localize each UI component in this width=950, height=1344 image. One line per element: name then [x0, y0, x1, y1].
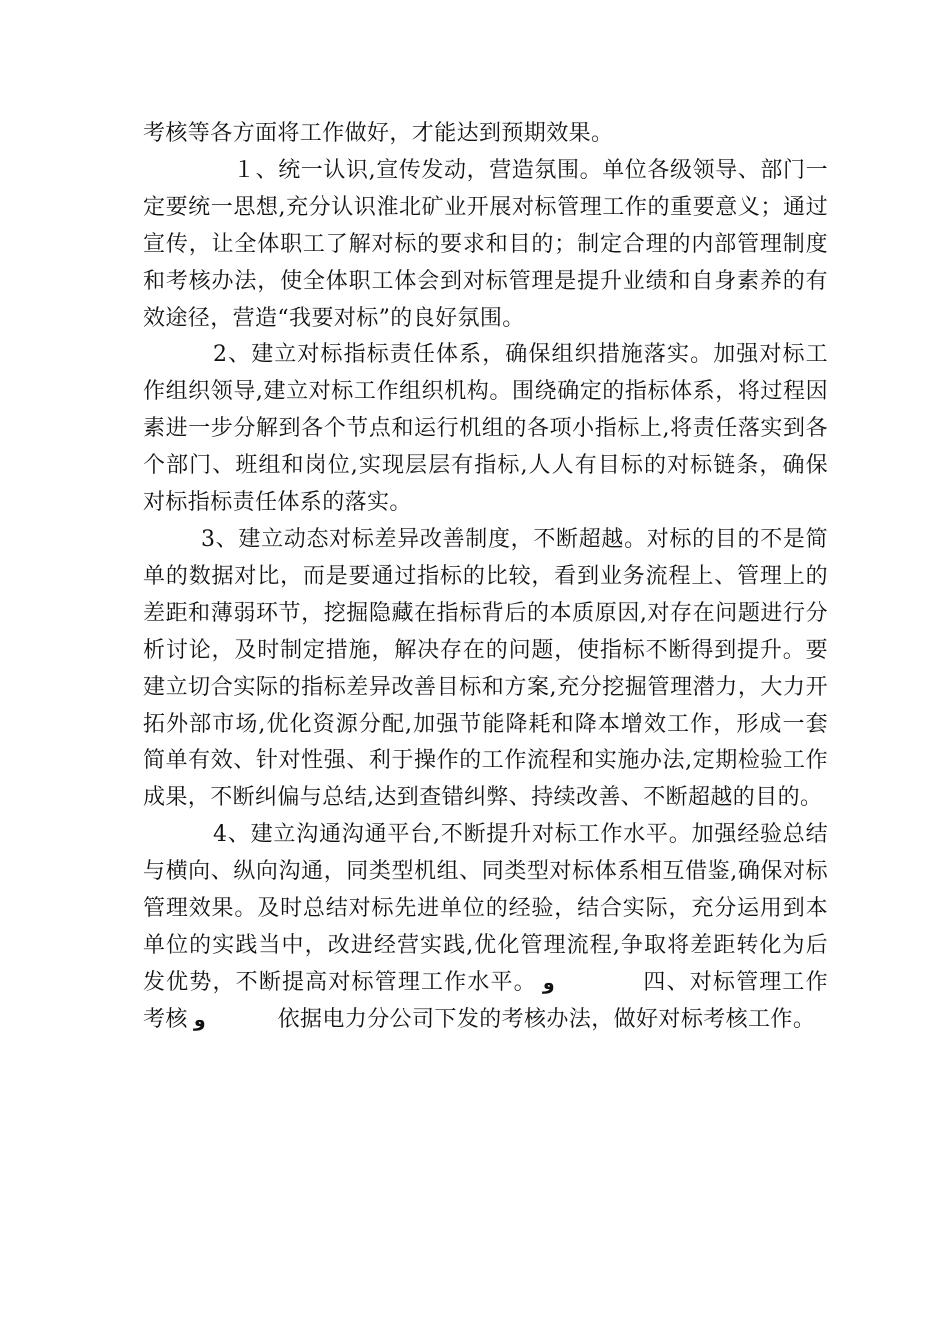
paragraph-2: 2、建立对标指标责任体系，确保组织措施落实。加强对标工作组织领导,建立对标工作组织机构。围绕确定的指标体系，将过程因素进一步分解到各个节点和运行机组的各项小指标上,将责任落实到各个部门、班组和岗位,实现层层有指标,人人有目标的对标链条，确保对标指标责任体系的落实。 [143, 342, 828, 516]
intro-tail-paragraph: 考核等各方面将工作做好，才能达到预期效果。 [143, 121, 614, 146]
paragraph-4 [143, 817, 828, 1038]
paragraph-3: 3、建立动态对标差异改善制度，不断超越。对标的目的不是简单的数据对比，而是要通过指标的比较，看到业务流程上、管理上的差距和薄弱环节，挖掘隐藏在指标背后的本质原因,对存在问题进行分析讨论，及时制定措施，解决存在的问题，使指标不断得到提升。要建立切合实际的指标差异改善目标和方案,充分挖掘管理潜力，大力开拓外部市场,优化资源分配,加强节能降耗和降本增效工作，形成一套简单有效、针对性强、利于操作的工作流程和实施办法,定期检验工作成果，不断纠偏与总结,达到查错纠弊、持续改善、不断超越的目的。 [143, 526, 828, 811]
paragraph-4-text: 4、建立沟通沟通平台,不断提升对标工作水平。加强经验总结与横向、纵向沟通，同类型机组、同类型对标体系相互借鉴,确保对标管理效果。及时总结对标先进单位的经验，结合实际，充分运用到本单位的实践当中，改进经营实践,优化管理流程,争取将差距转化为后发优势，不断提高对标管理工作水平。 [143, 822, 828, 995]
section-4-body: 依据电力分公司下发的考核办法，做好对标考核工作。 [277, 1006, 816, 1032]
paragraph-marker-1: و [542, 971, 555, 994]
paragraph-1: １、统一认识,宣传发动，营造氛围。单位各级领导、部门一定要统一思想,充分认识淮北矿业开展对标管理工作的重要意义；通过宣传，让全体职工了解对标的要求和目的；制定合理的内部管理制度和考核办法，使全体职工体会到对标管理是提升业绩和自身素养的有效途径，营造“我要对标”的良好氛围。 [143, 157, 828, 331]
document-body [143, 116, 828, 1039]
paragraph-marker-2: و [193, 1008, 206, 1031]
section-4-heading: 四、对标管理工作考核 [143, 969, 828, 1032]
